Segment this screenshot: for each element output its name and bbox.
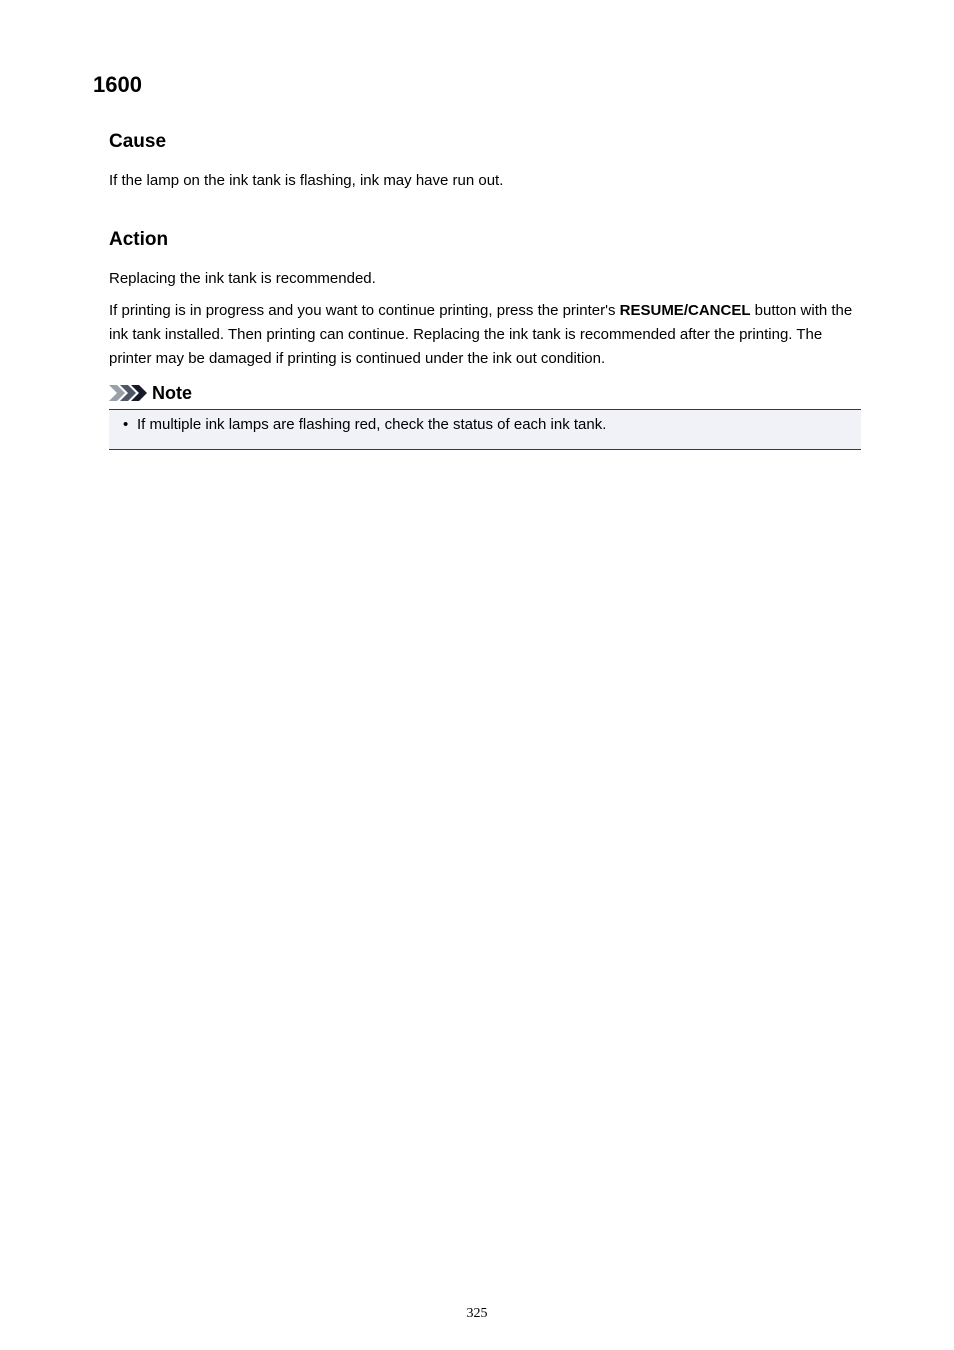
action-paragraph-2-start: If printing is in progress and you want to continue printing, press the printer's (109, 302, 620, 319)
action-paragraph-2 (109, 299, 854, 371)
action-paragraph-2-end: button with the ink tank installed. Then printing can continue. Replacing the ink tank is recommended after the printing. The printer may be damaged if printing is continued under the ink out condition. (109, 302, 853, 367)
note-header (109, 381, 192, 405)
note-list-item (123, 415, 606, 435)
note-item-text: If multiple ink lamps are flashing red, check the status of each ink tank. (137, 416, 607, 433)
bullet-icon: • (123, 416, 129, 433)
note-label: Note (152, 383, 192, 403)
action-heading: Action (109, 229, 169, 250)
note-chevrons-icon (109, 385, 147, 401)
cause-text: If the lamp on the ink tank is flashing, ink may have run out. (109, 172, 504, 189)
page-title: 1600 (93, 72, 142, 97)
action-paragraph-1: Replacing the ink tank is recommended. (109, 270, 376, 287)
page-number: 325 (466, 1306, 488, 1321)
note-box (109, 409, 861, 450)
cause-heading: Cause (109, 131, 167, 152)
resume-cancel-button-name: RESUME/CANCEL (619, 302, 751, 319)
